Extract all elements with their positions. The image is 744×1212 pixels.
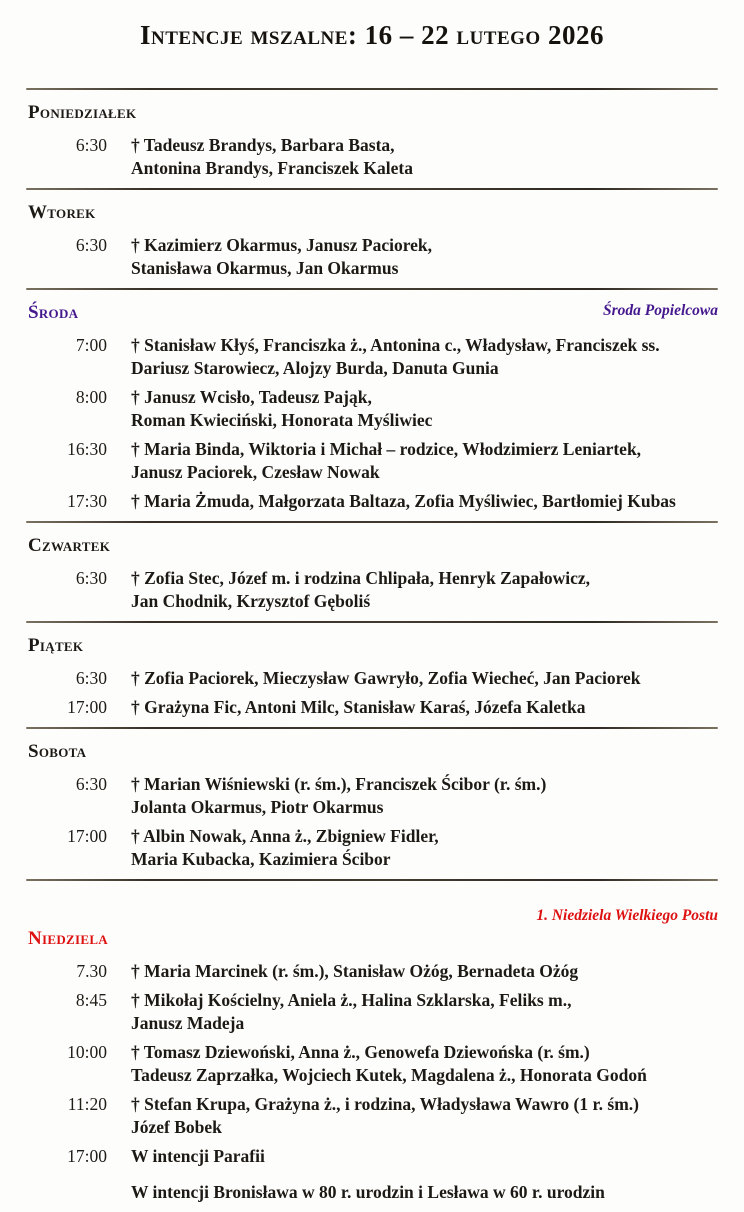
mass-intention-line: Tadeusz Zaprzałka, Wojciech Kutek, Magdalena ż., Honorata Godoń xyxy=(131,1065,647,1085)
mass-entry xyxy=(26,960,718,983)
mass-intention xyxy=(131,667,641,690)
mass-intention-line: W intencji Parafii xyxy=(131,1146,265,1166)
day-name-sunday: Niedziela xyxy=(28,928,108,949)
day-header-row xyxy=(26,633,718,659)
mass-intention-line: † Albin Nowak, Anna ż., Zbigniew Fidler, xyxy=(131,826,439,846)
mass-intention-line: † Zofia Stec, Józef m. i rodzina Chlipała, Henryk Zapałowicz, xyxy=(131,568,591,588)
mass-intention-line: † Maria Żmuda, Małgorzata Baltaza, Zofia Myśliwiec, Bartłomiej Kubas xyxy=(131,491,676,511)
mass-time: 17:00 xyxy=(67,697,107,717)
mass-intention-line: W intencji Bronisława w 80 r. urodzin i Lesława w 60 r. urodzin xyxy=(131,1182,605,1202)
day-name-wednesday: Środa xyxy=(28,302,79,323)
mass-entry xyxy=(26,334,718,380)
mass-intention-line: † Maria Binda, Wiktoria i Michał – rodzice, Włodzimierz Leniartek, xyxy=(131,439,642,459)
day-header-row xyxy=(26,739,718,765)
mass-intention-line: Maria Kubacka, Kazimiera Ścibor xyxy=(131,849,391,869)
mass-intention xyxy=(131,1145,265,1168)
mass-time: 10:00 xyxy=(67,1042,107,1062)
mass-time: 6:30 xyxy=(75,135,107,155)
mass-time: 17:00 xyxy=(67,826,107,846)
mass-intention xyxy=(131,386,432,432)
mass-intention xyxy=(131,490,676,513)
mass-intention xyxy=(131,696,585,719)
mass-entry xyxy=(26,386,718,432)
day-section-thursday xyxy=(26,523,718,621)
day-name-friday: Piątek xyxy=(28,635,84,656)
mass-entry xyxy=(26,1041,718,1087)
section-divider xyxy=(26,879,718,881)
mass-intention xyxy=(131,134,413,180)
day-section-wednesday xyxy=(26,290,718,521)
mass-time: 17:30 xyxy=(67,491,107,511)
mass-entry xyxy=(26,234,718,280)
mass-entry xyxy=(26,989,718,1035)
day-section-saturday xyxy=(26,729,718,879)
liturgical-note-first-sunday-of-lent: 1. Niedziela Wielkiego Postu xyxy=(536,907,718,924)
mass-intention-line: † Stefan Krupa, Grażyna ż., i rodzina, Władysława Wawro (1 r. śm.) xyxy=(131,1094,640,1114)
mass-intention xyxy=(131,1093,639,1139)
mass-intention-line: Janusz Paciorek, Czesław Nowak xyxy=(131,462,380,482)
mass-time: 11:20 xyxy=(67,1094,107,1114)
page-title: Intencje mszalne: 16 – 22 lutego 2026 xyxy=(140,20,604,50)
mass-time: 8:45 xyxy=(75,990,107,1010)
mass-intention-line: † Kazimierz Okarmus, Janusz Paciorek, xyxy=(131,235,433,255)
day-name-saturday: Sobota xyxy=(28,741,87,762)
mass-time: 6:30 xyxy=(75,774,107,794)
mass-entry xyxy=(26,667,718,690)
mass-intention-line: Jolanta Okarmus, Piotr Okarmus xyxy=(131,797,384,817)
mass-time: 7.30 xyxy=(76,961,107,981)
mass-intention-line: Józef Bobek xyxy=(131,1117,222,1137)
mass-intention-line: † Grażyna Fic, Antoni Milc, Stanisław Karaś, Józefa Kaletka xyxy=(131,697,586,717)
mass-intention xyxy=(131,438,641,484)
mass-time: 16:30 xyxy=(67,439,107,459)
mass-intention-line: † Stanisław Kłyś, Franciszka ż., Antonina c., Władysław, Franciszek ss. xyxy=(131,335,660,355)
day-header-row xyxy=(26,100,718,126)
day-name-thursday: Czwartek xyxy=(28,535,111,556)
mass-intention-line: Janusz Madeja xyxy=(131,1013,245,1033)
day-section-sunday xyxy=(26,895,718,1212)
day-header-row xyxy=(26,926,718,952)
mass-intention-line: † Janusz Wcisło, Tadeusz Pająk, xyxy=(131,387,372,407)
mass-time: 17:00 xyxy=(67,1146,107,1166)
mass-time xyxy=(26,1181,131,1204)
mass-entry xyxy=(26,567,718,613)
mass-entry xyxy=(26,1093,718,1139)
liturgical-note-ash-wednesday: Środa Popielcowa xyxy=(603,302,718,319)
mass-intention-line: † Tomasz Dziewoński, Anna ż., Genowefa Dziewońska (r. śm.) xyxy=(131,1042,590,1062)
mass-intention xyxy=(131,567,590,613)
mass-intention xyxy=(131,234,432,280)
mass-entry xyxy=(26,1145,718,1168)
mass-entry xyxy=(26,696,718,719)
mass-time: 6:30 xyxy=(75,235,107,255)
mass-intention xyxy=(131,773,546,819)
mass-intention-line: † Maria Marcinek (r. śm.), Stanisław Ożóg, Bernadeta Ożóg xyxy=(131,961,579,981)
mass-time: 7:00 xyxy=(75,335,107,355)
mass-entry xyxy=(26,825,718,871)
mass-intention-line: † Zofia Paciorek, Mieczysław Gawryło, Zofia Wiecheć, Jan Paciorek xyxy=(131,668,641,688)
mass-intention-line: Dariusz Starowiecz, Alojzy Burda, Danuta Gunia xyxy=(131,358,499,378)
mass-intention xyxy=(131,1041,647,1087)
day-section-friday xyxy=(26,623,718,727)
day-header-row xyxy=(26,200,718,226)
mass-intention xyxy=(131,334,660,380)
mass-time: 8:00 xyxy=(75,387,107,407)
mass-intention-line: † Mikołaj Kościelny, Aniela ż., Halina Szklarska, Feliks m., xyxy=(131,990,572,1010)
mass-time: 6:30 xyxy=(75,568,107,588)
day-header-row xyxy=(26,300,718,326)
mass-entry xyxy=(26,490,718,513)
mass-intention xyxy=(131,1181,605,1204)
day-section-tuesday xyxy=(26,190,718,288)
mass-entry xyxy=(26,773,718,819)
mass-intention-line: Antonina Brandys, Franciszek Kaleta xyxy=(131,158,413,178)
day-header-row xyxy=(26,533,718,559)
mass-intention-line: Roman Kwieciński, Honorata Myśliwiec xyxy=(131,410,433,430)
mass-entry xyxy=(26,134,718,180)
mass-intention xyxy=(131,989,571,1035)
day-section-monday xyxy=(26,90,718,188)
mass-intention-line: † Marian Wiśniewski (r. śm.), Franciszek Ścibor (r. śm.) xyxy=(131,774,547,794)
mass-intention-line: Stanisława Okarmus, Jan Okarmus xyxy=(131,258,399,278)
mass-time: 6:30 xyxy=(75,668,107,688)
mass-intention-line: † Tadeusz Brandys, Barbara Basta, xyxy=(131,135,395,155)
mass-entry xyxy=(26,438,718,484)
day-name-tuesday: Wtorek xyxy=(28,202,96,223)
mass-intention-line: Jan Chodnik, Krzysztof Gęboliś xyxy=(131,591,371,611)
day-name-monday: Poniedziałek xyxy=(28,102,137,123)
mass-intention xyxy=(131,825,439,871)
mass-entry xyxy=(26,1181,718,1204)
mass-intention xyxy=(131,960,578,983)
